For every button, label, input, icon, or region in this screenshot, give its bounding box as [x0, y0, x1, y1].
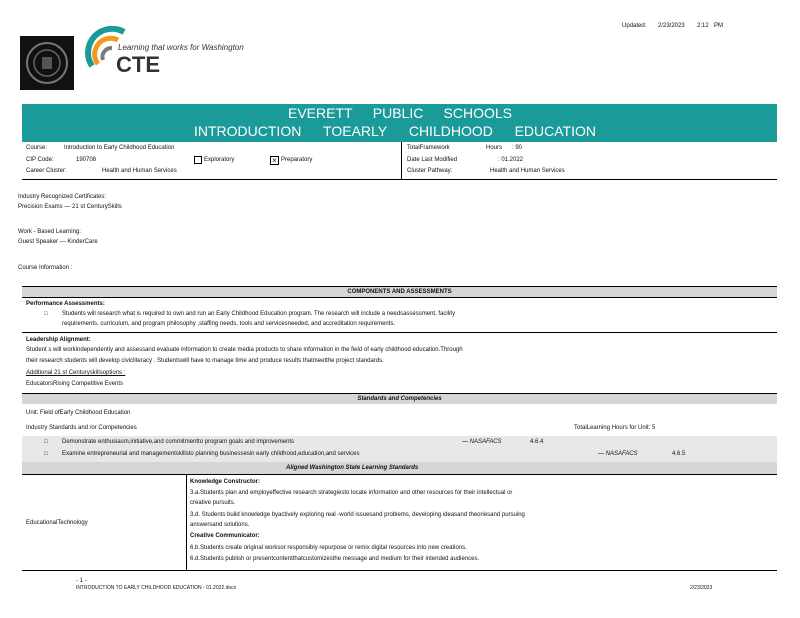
pathway-value: Health and Human Services: [490, 168, 565, 174]
standard-item-code: 4.6.5: [672, 451, 686, 457]
footer-date: 2/23/2023: [690, 585, 713, 591]
creative-6b: 6.b.Students create original worksor responsibly repurpose or remix digital resources into new creations.: [190, 545, 467, 551]
logo-tagline: Learning that works for Washington: [118, 43, 244, 52]
standard-item-code-label: — NASAFACS: [598, 451, 638, 457]
additional-skills: Additional 21 st Centuryskillsoptions :: [26, 370, 126, 376]
educators-rising-events: EducatorsRising Competitive Events: [26, 381, 124, 387]
hours-label: Hours: [486, 145, 503, 151]
preparatory-label: Preparatory: [281, 157, 313, 163]
district-seal-icon: [20, 36, 74, 90]
footer-doc: INTRODUCTION TO EARLY CHILDHOOD EDUCATION - 01.2022.docx: [76, 585, 237, 591]
course-info-label: Course Information :: [18, 265, 73, 271]
banner-line1: EVERETT PUBLIC SCHOOLS: [288, 105, 512, 121]
unit-line: Unit: Field ofEarly Childhood Education: [26, 410, 131, 416]
knowledge-label: Knowledge Constructor:: [190, 479, 260, 485]
pathway-label: Cluster Pathway:: [407, 168, 453, 174]
updated-date: 2/23/2023: [658, 23, 685, 29]
leadership-line1: Student s will workindependently and assessand evaluate information to create media products to share information in the field of early childhood education.Through: [26, 347, 463, 353]
exploratory-label: Exploratory: [204, 157, 235, 163]
performance-label: Performance Assessments:: [26, 301, 105, 307]
edtech-section: [22, 475, 777, 571]
hours-value: : 90: [512, 145, 523, 151]
aligned-header: Aligned Washington State Learning Standards: [22, 462, 777, 475]
performance-line1: Students will research what is required to own and run an Early Childhood Education program. The research will include a needsassessment, facility: [62, 311, 456, 317]
date-label: Date Last Modified: [407, 157, 458, 163]
total-learning-hours: TotalLearning Hours for Unit: 5: [574, 425, 656, 431]
bullet-icon: □: [44, 451, 48, 457]
performance-line2: requirements, curriculum, and program philosophy ,staffing needs, tools and servicesneeded, and accreditation requirements.: [62, 321, 396, 327]
preparatory-checkbox[interactable]: ×: [270, 156, 279, 165]
knowledge-3d: 3.d. Students build knowledge byactively exploring real -world issuesand problems, developing ideasand theoriesand pursuing: [190, 512, 525, 518]
industry-certs-title: Industry Recognized Certificates:: [18, 194, 107, 200]
course-info-box: [22, 142, 777, 180]
work-based-title: Work - Based Learning:: [18, 229, 81, 235]
standard-item-text: Examine entrepreneurial and managementskillsto planning businessesin early childhood,education,and services: [62, 451, 360, 457]
framework-label: TotalFramework: [407, 145, 450, 151]
exploratory-checkbox[interactable]: [194, 156, 202, 164]
standard-item-code-label: — NASAFACS: [462, 439, 502, 445]
standards-header: Standards and Competencies: [22, 393, 777, 404]
banner-line2: INTRODUCTION TOEARLY CHILDHOOD EDUCATION: [194, 123, 596, 139]
divider: [22, 332, 777, 333]
leadership-line2: their research students will develop civicliteracy . Studentswill have to manage time and produce results thatmeetthe project standards.: [26, 358, 384, 364]
logo-brand: CTE: [116, 52, 160, 77]
leadership-label: Leadership Alignment:: [26, 337, 91, 343]
course-value: Introduction to Early Childhood Education: [64, 145, 175, 151]
industry-standards-label: Industry Standards and /or Competencies: [26, 425, 137, 431]
updated-ampm: PM: [714, 23, 723, 29]
creative-6d: 6.d.Students publish or presentcontentthatcustomizesthe message and medium for their intended audiences.: [190, 556, 480, 562]
industry-certs-value: Precision Exams — 21 st CenturySkills: [18, 204, 122, 210]
updated-label: Updated:: [622, 23, 647, 29]
creative-label: Creative Communicator:: [190, 533, 260, 539]
bullet-icon: □: [44, 439, 48, 445]
knowledge-3d-cont: answersand solutions.: [190, 522, 250, 528]
standard-item-code: 4.6.4: [530, 439, 544, 445]
footer-page: - 1 -: [76, 578, 87, 584]
course-label: Course:: [26, 145, 48, 151]
work-based-value: Guest Speaker — KinderCare: [18, 239, 98, 245]
standards-list: [22, 436, 777, 462]
career-value: Health and Human Services: [102, 168, 177, 174]
cip-value: 190708: [76, 157, 97, 163]
updated-time: 2:12: [697, 23, 709, 29]
date-value: : 01.2022: [498, 157, 524, 163]
bullet-icon: □: [44, 311, 48, 317]
knowledge-3a-cont: creative pursuits.: [190, 500, 236, 506]
edtech-label: EducationalTechnology: [26, 520, 88, 526]
cip-label: CIP Code:: [26, 157, 54, 163]
title-banner: [22, 104, 777, 142]
components-header: COMPONENTS AND ASSESSMENTS: [22, 286, 777, 298]
career-label: Career Cluster:: [26, 168, 67, 174]
standard-item-text: Demonstrate enthusiasm,initiative,and commitmentto program goals and improvements: [62, 439, 295, 445]
knowledge-3a: 3.a.Students plan and employeffective research strategiesto locate information and other resources for their intellectual or: [190, 490, 513, 496]
